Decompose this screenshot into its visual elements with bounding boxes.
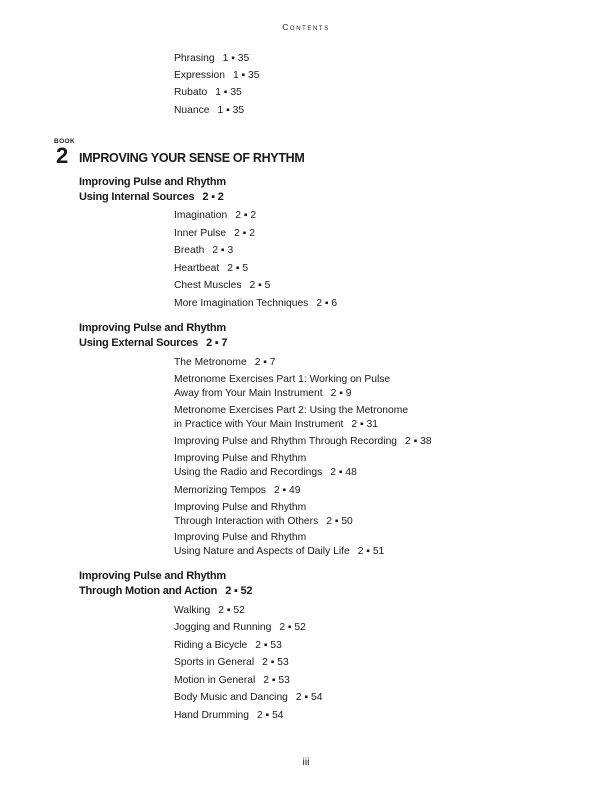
toc-entry[interactable] [174, 227, 255, 241]
entry-page: 2 ▪ 7 [254, 357, 276, 368]
entry-page: 2 ▪ 53 [263, 675, 290, 686]
entry-title: Breath [174, 245, 205, 256]
toc-entry[interactable] [174, 435, 432, 449]
entry-page: 1 ▪ 35 [222, 53, 250, 64]
book-number: 2 [56, 143, 68, 168]
entry-title: Imagination [174, 210, 228, 221]
toc-entry[interactable] [174, 69, 260, 83]
entry-page: 2 ▪ 31 [351, 419, 378, 430]
section-heading[interactable] [79, 321, 227, 350]
toc-entry[interactable] [174, 484, 301, 498]
entry-title-line1: Metronome Exercises Part 2: Using the Metronome [174, 405, 409, 416]
toc-entry[interactable] [174, 356, 276, 370]
toc-entry[interactable] [174, 297, 337, 311]
entry-title: Using the Radio and Recordings [174, 467, 323, 478]
toc-entry[interactable] [174, 52, 249, 66]
toc-entry[interactable] [174, 639, 282, 653]
section-title-line2: Through Motion and Action [79, 584, 218, 597]
entry-title: Heartbeat [174, 263, 220, 274]
toc-entry[interactable] [174, 531, 384, 559]
entry-page: 2 ▪ 2 [234, 228, 255, 239]
entry-page: 2 ▪ 9 [330, 388, 352, 399]
section-title-line2: Using External Sources [79, 336, 199, 349]
toc-entry[interactable] [174, 501, 353, 529]
page-number: iii [302, 756, 310, 768]
entry-title: More Imagination Techniques [174, 298, 309, 309]
entry-page: 2 ▪ 48 [330, 467, 357, 478]
entry-page: 2 ▪ 5 [227, 263, 249, 274]
entry-title-line1: Improving Pulse and Rhythm [174, 502, 307, 513]
entry-title: Expression [174, 70, 225, 81]
entry-page: 2 ▪ 3 [212, 245, 234, 256]
entry-page: 2 ▪ 51 [357, 546, 385, 557]
entry-page: 1 ▪ 35 [217, 105, 245, 116]
book-title[interactable]: IMPROVING YOUR SENSE OF RHYTHM [79, 151, 305, 165]
section-page: 2 ▪ 52 [225, 584, 253, 597]
entry-title: Jogging and Running [174, 622, 272, 633]
book-label: BOOK [54, 138, 76, 145]
entry-page: 1 ▪ 35 [215, 87, 242, 98]
toc-entry[interactable] [174, 674, 290, 688]
entry-title: Through Interaction with Others [174, 516, 319, 527]
entry-page: 2 ▪ 52 [218, 605, 245, 616]
section-title-line1: Improving Pulse and Rhythm [79, 570, 226, 582]
entry-title-line1: Improving Pulse and Rhythm [174, 453, 307, 464]
entry-page: 1 ▪ 35 [232, 70, 260, 81]
entry-title: Away from Your Main Instrument [174, 388, 323, 399]
entry-page: 2 ▪ 2 [235, 210, 257, 221]
entry-title: Hand Drumming [174, 710, 249, 721]
toc-entry[interactable] [174, 604, 245, 618]
entry-title: Riding a Bicycle [174, 640, 248, 651]
toc-entry[interactable] [174, 656, 289, 670]
section-heading[interactable] [79, 175, 226, 204]
entry-title: Phrasing [174, 53, 215, 64]
section-page: 2 ▪ 2 [202, 190, 224, 203]
entry-page: 2 ▪ 49 [273, 485, 301, 496]
entry-page: 2 ▪ 53 [262, 657, 289, 668]
entry-page: 2 ▪ 54 [295, 692, 323, 703]
entry-title: in Practice with Your Main Instrument [174, 419, 344, 430]
entry-title: Chest Muscles [174, 280, 242, 291]
entry-page: 2 ▪ 54 [256, 710, 284, 721]
entry-title: Walking [174, 605, 211, 616]
entry-title-line1: Metronome Exercises Part 1: Working on Pulse [174, 374, 391, 385]
entry-title: Using Nature and Aspects of Daily Life [174, 546, 350, 557]
entry-title: The Metronome [174, 357, 247, 368]
section-heading[interactable] [79, 569, 252, 598]
section-title-line2: Using Internal Sources [79, 190, 195, 203]
entry-title: Improving Pulse and Rhythm Through Recording [174, 436, 398, 447]
toc-entry[interactable] [174, 86, 242, 100]
entry-title: Rubato [174, 87, 208, 98]
entry-title: Body Music and Dancing [174, 692, 288, 703]
entry-page: 2 ▪ 38 [405, 436, 432, 447]
entry-title-line1: Improving Pulse and Rhythm [174, 532, 307, 543]
entry-page: 2 ▪ 50 [326, 516, 353, 527]
toc-entry[interactable] [174, 244, 233, 258]
entry-page: 2 ▪ 53 [255, 640, 282, 651]
section-title-line1: Improving Pulse and Rhythm [79, 176, 226, 188]
entry-title: Motion in General [174, 675, 256, 686]
toc-entry[interactable] [174, 621, 306, 635]
running-header: Contents [282, 22, 330, 32]
toc-entry[interactable] [174, 452, 357, 480]
entry-page: 2 ▪ 6 [316, 298, 338, 309]
toc-entry[interactable] [174, 209, 256, 223]
entry-page: 2 ▪ 5 [249, 280, 271, 291]
entry-title: Inner Pulse [174, 228, 227, 239]
toc-entry[interactable] [174, 404, 408, 432]
entry-title: Memorizing Tempos [174, 485, 266, 496]
toc-entry[interactable] [174, 691, 322, 705]
entry-title: Nuance [174, 105, 210, 116]
entry-page: 2 ▪ 52 [279, 622, 306, 633]
toc-entry[interactable] [174, 279, 270, 293]
section-page: 2 ▪ 7 [206, 336, 228, 349]
toc-entry[interactable] [174, 104, 244, 118]
toc-entry[interactable] [174, 373, 390, 401]
section-title-line1: Improving Pulse and Rhythm [79, 322, 226, 334]
toc-entry[interactable] [174, 709, 284, 723]
entry-title: Sports in General [174, 657, 255, 668]
toc-entry[interactable] [174, 262, 248, 276]
